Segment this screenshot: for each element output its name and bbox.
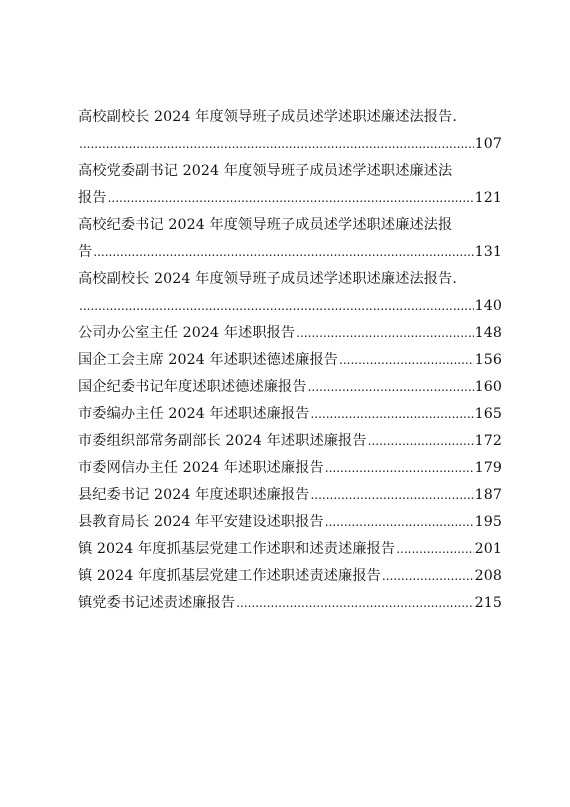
toc-entry-title: 县教育局长 2024 年平安建设述职报告 (78, 514, 324, 530)
toc-page-number: 187 (474, 487, 502, 503)
toc-leader-dots (93, 239, 473, 266)
toc-entry[interactable] (78, 374, 502, 401)
toc-entry[interactable] (78, 158, 502, 212)
toc-entry-title: 高校党委副书记 2024 年度领导班子成员述学述职述廉述法 (78, 163, 453, 179)
toc-entry[interactable] (78, 482, 502, 509)
toc-leader-dots (368, 428, 474, 455)
toc-leader-dots (108, 185, 474, 212)
toc-entry-title-continued: 报告 (78, 190, 107, 206)
toc-page-number: 208 (474, 568, 502, 584)
toc-entry[interactable] (78, 266, 502, 320)
toc-entry-title: 市委网信办主任 2024 年述职述廉报告 (78, 460, 324, 476)
toc-entry-title: 镇 2024 年度抓基层党建工作述职和述责述廉报告 (78, 541, 396, 557)
toc-entry-title-continued: 告 (78, 244, 93, 260)
toc-entry-title: 县纪委书记 2024 年度述职述廉报告 (78, 487, 310, 503)
toc-page-number: 156 (474, 352, 502, 368)
toc-entry[interactable] (78, 212, 502, 266)
toc-page-number: 179 (474, 460, 502, 476)
toc-entry[interactable] (78, 320, 502, 347)
toc-entry-title: 国企纪委书记年度述职述德述廉报告 (78, 379, 307, 395)
toc-leader-dots (325, 455, 474, 482)
toc-page-number: 165 (474, 406, 502, 422)
toc-page-number: 121 (474, 190, 502, 206)
toc-leader-dots (396, 536, 473, 563)
toc-page-number: 215 (474, 595, 502, 611)
toc-entry[interactable] (78, 590, 502, 617)
toc-leader-dots (296, 320, 473, 347)
toc-page-number: 140 (474, 298, 502, 314)
toc-leader-dots (310, 482, 473, 509)
toc-entry[interactable] (78, 509, 502, 536)
toc-leader-dots (79, 131, 474, 158)
toc-entry-title: 镇党委书记述责述廉报告 (78, 595, 236, 611)
toc-entry[interactable] (78, 563, 502, 590)
toc-leader-dots (339, 347, 474, 374)
toc-entry-title: 公司办公室主任 2024 年述职报告 (78, 325, 296, 341)
toc-page-number: 160 (474, 379, 502, 395)
toc-entry-title: 镇 2024 年度抓基层党建工作述职述责述廉报告 (78, 568, 381, 584)
toc-leader-dots (310, 401, 473, 428)
toc-entry-title: 国企工会主席 2024 年述职述德述廉报告 (78, 352, 339, 368)
toc-entry-title: 市委组织部常务副部长 2024 年述职述廉报告 (78, 433, 367, 449)
toc-page-number: 201 (474, 541, 502, 557)
toc-page-number: 107 (474, 136, 502, 152)
toc-entry[interactable] (78, 428, 502, 455)
toc-entry[interactable] (78, 104, 502, 158)
toc-page-number: 131 (474, 244, 502, 260)
toc-leader-dots (382, 563, 474, 590)
toc-page-number: 172 (474, 433, 502, 449)
toc-page-number: 195 (474, 514, 502, 530)
toc-entry-title: 高校副校长 2024 年度领导班子成员述学述职述廉述法报告. (78, 271, 457, 287)
toc-leader-dots (79, 293, 474, 320)
toc-leader-dots (308, 374, 474, 401)
toc-entry[interactable] (78, 536, 502, 563)
toc-entry[interactable] (78, 347, 502, 374)
table-of-contents (78, 104, 502, 617)
toc-entry-title: 高校纪委书记 2024 年度领导班子成员述学述职述廉述法报 (78, 217, 453, 233)
toc-leader-dots (236, 590, 473, 617)
toc-leader-dots (325, 509, 474, 536)
toc-page-number: 148 (474, 325, 502, 341)
toc-entry-title: 市委编办主任 2024 年述职述廉报告 (78, 406, 310, 422)
toc-entry[interactable] (78, 401, 502, 428)
toc-entry-title: 高校副校长 2024 年度领导班子成员述学述职述廉述法报告. (78, 109, 457, 125)
toc-entry[interactable] (78, 455, 502, 482)
